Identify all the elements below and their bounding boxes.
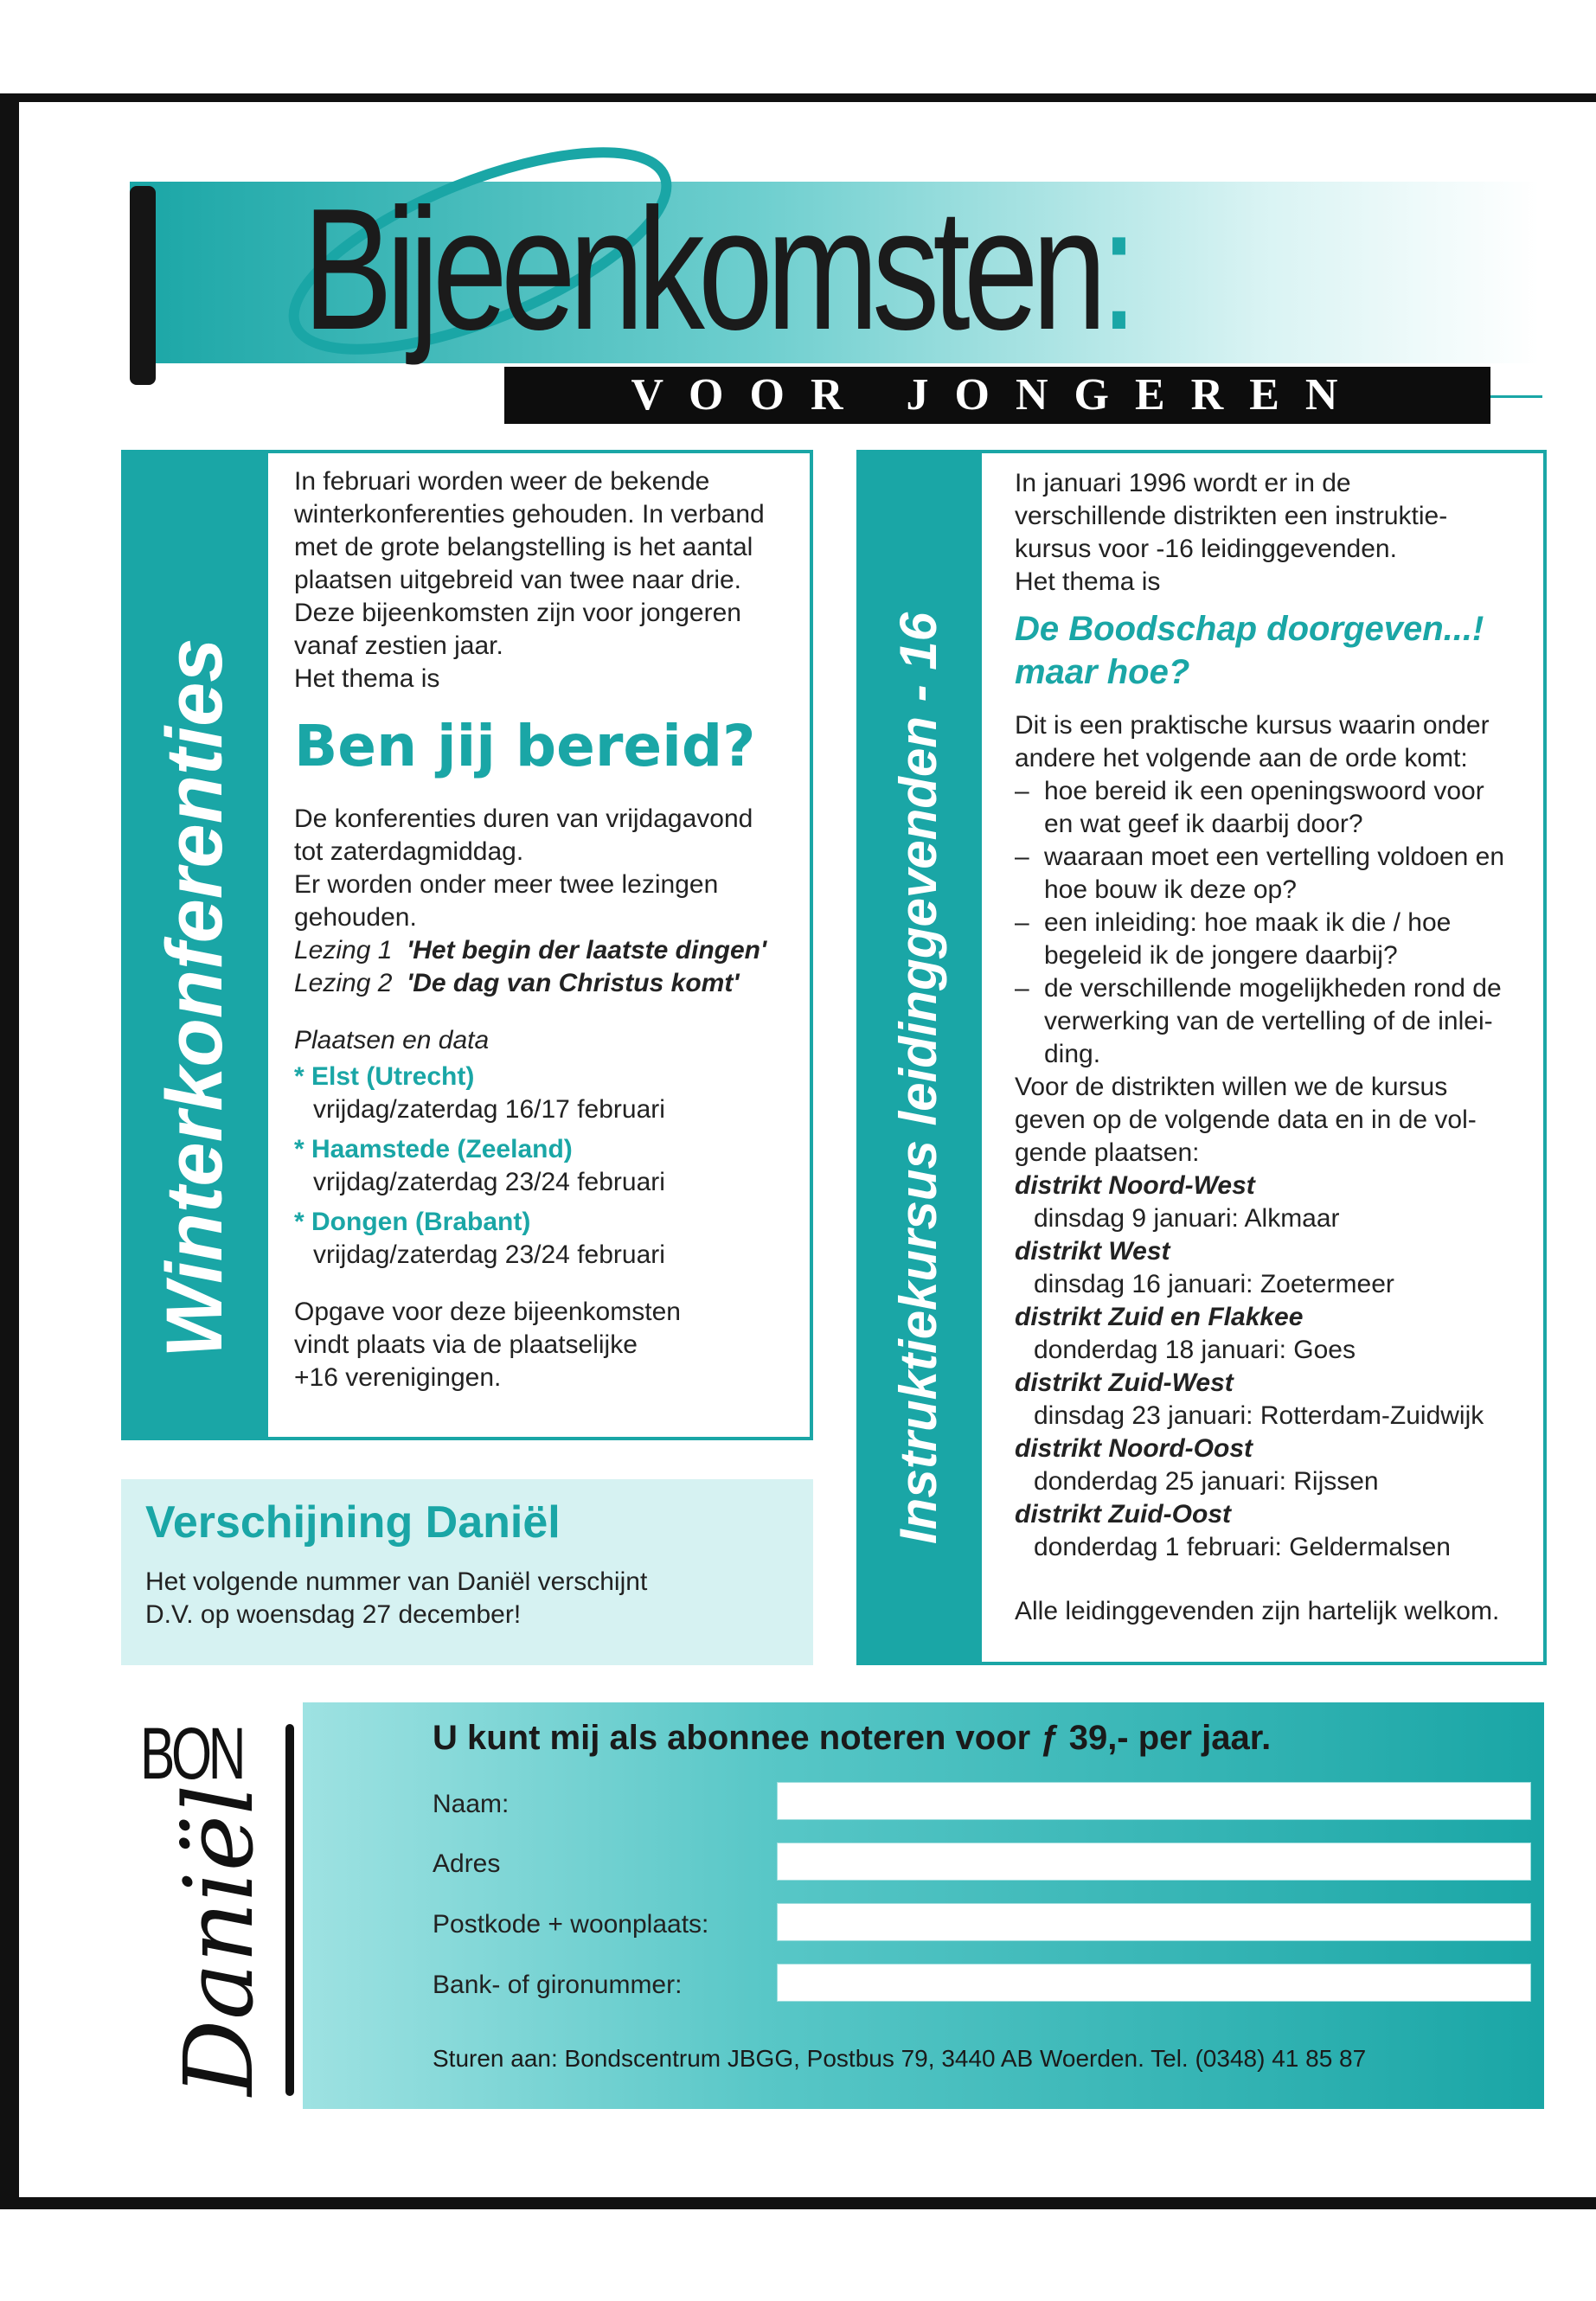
page-top-margin	[0, 0, 1596, 95]
districts-list	[1015, 1170, 1534, 1564]
winter-details-line: tot zaterdagmiddag.	[294, 837, 524, 866]
winter-outro-line: vindt plaats via de plaatselijke	[294, 1330, 638, 1359]
district-date: donderdag 1 februari: Geldermalsen	[1034, 1533, 1451, 1561]
page-title: Bijeenkomsten:	[303, 173, 1131, 366]
place-date: vrijdag/zaterdag 16/17 februari	[313, 1095, 665, 1124]
bullet-line: een inleiding: hoe maak ik die / hoe	[1044, 908, 1452, 937]
districts-intro	[1015, 1071, 1534, 1170]
page-left-edge	[0, 95, 19, 2206]
bullet-line: verwerking van de vertelling of de inlei-	[1044, 1007, 1493, 1035]
winter-intro-line: plaatsen uitgebreid van twee naar drie.	[294, 566, 742, 594]
winter-details-line: De konferenties duren van vrijdagavond	[294, 804, 753, 833]
district-name: distrikt Zuid en Flakkee	[1015, 1303, 1304, 1331]
district-name: distrikt Noord-Oost	[1015, 1434, 1253, 1463]
bullet-item: – een inleiding: hoe maak ik die / hoe begeleid ik de jongere daarbij?	[1015, 907, 1534, 972]
kursus-intro-line: kursus voor -16 leidinggevenden.	[1015, 535, 1397, 563]
subscription-heading: U kunt mij als abonnee noteren voor ƒ 39,- per jaar.	[433, 1719, 1272, 1757]
winter-intro-line: met de grote belangstelling is het aantal	[294, 533, 753, 561]
field-label-name: Naam:	[433, 1790, 510, 1818]
name-input[interactable]	[777, 1782, 1531, 1820]
kursus-intro-line: In januari 1996 wordt er in de	[1015, 469, 1351, 497]
daniel-notice-line: Het volgende nummer van Daniël verschijnt	[145, 1567, 648, 1596]
field-label-address: Adres	[433, 1849, 501, 1878]
winter-intro-line: Deze bijeenkomsten zijn voor jongeren	[294, 599, 741, 627]
subtitle-rule	[1490, 395, 1542, 398]
lecture-title: 'De dag van Christus komt'	[407, 969, 740, 997]
daniel-notice-line: D.V. op woensdag 27 december!	[145, 1600, 522, 1629]
winter-details-line: Er worden onder meer twee lezingen	[294, 870, 719, 899]
winter-intro-line: winterkonferenties gehouden. In verband	[294, 500, 765, 529]
lecture-1	[294, 934, 800, 967]
logo-black-stroke	[285, 1724, 294, 2096]
district-name: distrikt Zuid-West	[1015, 1368, 1234, 1397]
winter-details-line: gehouden.	[294, 903, 417, 932]
kursus-closing: Alle leidinggevenden zijn hartelijk welkom.	[1015, 1597, 1500, 1625]
bank-input[interactable]	[777, 1964, 1531, 2002]
district-date: dinsdag 9 januari: Alkmaar	[1034, 1204, 1340, 1233]
districts-intro-line: geven op de volgende data en in de vol-	[1015, 1106, 1477, 1134]
page-bottom-margin	[0, 2209, 1596, 2301]
page-bottom-edge	[0, 2197, 1596, 2209]
winter-outro	[294, 1296, 800, 1394]
spacer	[1015, 1564, 1534, 1595]
place-name: * Haamstede (Zeeland)	[294, 1135, 573, 1163]
spacer	[294, 1000, 800, 1024]
district-name: distrikt Noord-West	[1015, 1171, 1255, 1200]
daniel-logo	[130, 1702, 303, 2109]
winter-theme: Ben jij bereid?	[294, 713, 756, 779]
kursus-side-bar	[856, 450, 982, 1665]
page-subtitle: VOOR JONGEREN	[504, 367, 1490, 424]
field-label-postcode: Postkode + woonplaats:	[433, 1910, 709, 1939]
lecture-2	[294, 967, 800, 1000]
logo-bon: BON	[140, 1713, 243, 1794]
place-date: vrijdag/zaterdag 23/24 februari	[313, 1168, 665, 1196]
bullet-line: hoe bouw ik deze op?	[1044, 875, 1297, 904]
district-date: donderdag 18 januari: Goes	[1034, 1336, 1356, 1364]
district-date: dinsdag 16 januari: Zoetermeer	[1034, 1270, 1394, 1298]
spacer	[294, 1272, 800, 1296]
winter-intro-line: vanaf zestien jaar.	[294, 631, 503, 660]
bullet-line: waaraan moet een vertelling voldoen en	[1044, 843, 1505, 871]
kursus-side-title: Instruktiekursus leidinggevenden - 16	[889, 612, 947, 1544]
kursus-body	[1015, 467, 1534, 1628]
header-brush-mark	[130, 186, 156, 385]
address-input[interactable]	[777, 1843, 1531, 1881]
winter-outro-line: +16 verenigingen.	[294, 1363, 502, 1392]
kursus-intro	[1015, 467, 1534, 599]
title-colon: :	[1099, 173, 1131, 366]
district-date: donderdag 25 januari: Rijssen	[1034, 1467, 1379, 1496]
kursus-theme-line: maar hoe?	[1015, 653, 1190, 691]
bullet-item: – de verschillende mogelijkheden rond de verwerking van de vertelling of de inlei- ding.	[1015, 972, 1534, 1071]
district-date: dinsdag 23 januari: Rotterdam-Zuidwijk	[1034, 1401, 1484, 1430]
winter-intro-line: Het thema is	[294, 664, 440, 693]
places-list	[294, 1061, 800, 1272]
winter-side-title: Winterkonferenties	[151, 638, 239, 1358]
bullet-line: ding.	[1044, 1040, 1101, 1068]
bullet-item: – hoe bereid ik een openingswoord voor en wat geef ik daarbij door?	[1015, 775, 1534, 841]
winter-intro-line: In februari worden weer de bekende	[294, 467, 710, 496]
district-name: distrikt Zuid-Oost	[1015, 1500, 1231, 1529]
lecture-label: Lezing 2	[294, 969, 393, 997]
kursus-body-line: andere het volgende aan de orde komt:	[1015, 744, 1468, 772]
place-name: * Dongen (Brabant)	[294, 1208, 531, 1236]
daniel-notice	[121, 1479, 813, 1665]
place-name: * Elst (Utrecht)	[294, 1062, 475, 1091]
winter-body	[294, 465, 800, 1394]
kursus-body-intro	[1015, 709, 1534, 775]
kursus-intro-line: Het thema is	[1015, 567, 1161, 596]
lecture-title: 'Het begin der laatste dingen'	[407, 936, 767, 965]
page-top-edge	[0, 93, 1596, 102]
kursus-theme-line: De Boodschap doorgeven...!	[1015, 610, 1484, 648]
bullet-item: – waaraan moet een vertelling voldoen en hoe bouw ik deze op?	[1015, 841, 1534, 907]
bullet-line: begeleid ik de jongere daarbij?	[1044, 941, 1398, 970]
winter-intro	[294, 465, 800, 695]
subscription-footer: Sturen aan: Bondscentrum JBGG, Postbus 79, 3440 AB Woerden. Tel. (0348) 41 85 87	[433, 2045, 1367, 2072]
kursus-body-line: Dit is een praktische kursus waarin onder	[1015, 711, 1490, 740]
daniel-notice-text	[145, 1566, 647, 1631]
kursus-bullets	[1015, 775, 1534, 1071]
field-label-bank: Bank- of gironummer:	[433, 1971, 683, 1999]
logo-daniel: Daniël	[163, 1784, 274, 2096]
postcode-input[interactable]	[777, 1903, 1531, 1941]
winter-details	[294, 803, 800, 1000]
kursus-theme	[1015, 607, 1534, 694]
bullet-line: de verschillende mogelijkheden rond de	[1044, 974, 1502, 1003]
districts-intro-line: gende plaatsen:	[1015, 1138, 1200, 1167]
winter-side-bar	[121, 450, 268, 1440]
daniel-notice-heading: Verschijning Daniël	[145, 1497, 561, 1548]
winter-outro-line: Opgave voor deze bijeenkomsten	[294, 1298, 681, 1326]
bullet-line: en wat geef ik daarbij door?	[1044, 810, 1363, 838]
lecture-label: Lezing 1	[294, 936, 393, 965]
places-heading: Plaatsen en data	[294, 1026, 490, 1054]
bullet-line: hoe bereid ik een openingswoord voor	[1044, 777, 1484, 805]
district-name: distrikt West	[1015, 1237, 1170, 1266]
place-date: vrijdag/zaterdag 23/24 februari	[313, 1240, 665, 1269]
districts-intro-line: Voor de distrikten willen we de kursus	[1015, 1073, 1448, 1101]
kursus-intro-line: verschillende distrikten een instruktie-	[1015, 502, 1448, 530]
